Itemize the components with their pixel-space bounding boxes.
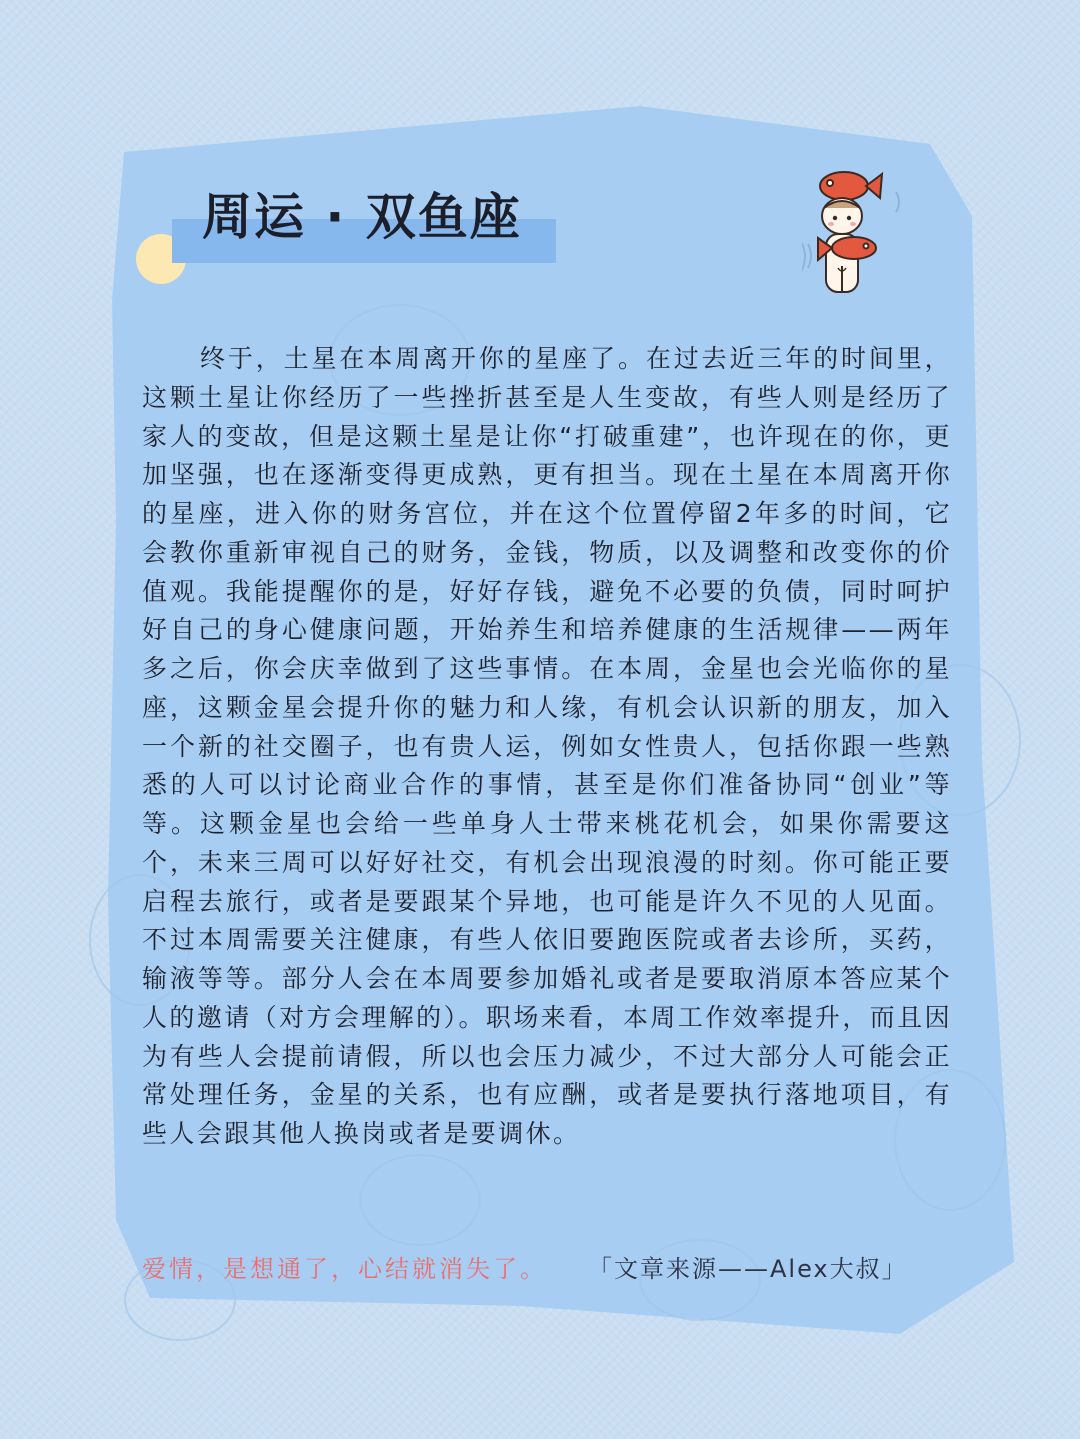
page-title: 周运 · 双鱼座: [202, 188, 522, 246]
pisces-mascot-icon: [802, 164, 902, 304]
article-body: 终于，土星在本周离开你的星座了。在过去近三年的时间里，这颗土星让你经历了一些挫折甚至是人生变故，有些人则是经历了家人的变故，但是这颗土星是让你“打破重建”，也许现在的你，更加坚强，也在逐渐变得更成熟，更有担当。现在土星在本周离开你的星座，进入你的财务宫位，并在这个位置停留2年多的时间，它会教你重新审视自己的财务，金钱，物质，以及调整和改变你的价值观。我能提醒你的是，好好存钱，避免不必要的负债，同时呵护好自己的身心健康问题，开始养生和培养健康的生活规律——两年多之后，你会庆幸做到了这些事情。在本周，金星也会光临你的星座，这颗金星会提升你的魅力和人缘，有机会认识新的朋友，加入一个新的社交圈子，也有贵人运，例如女性贵人，包括你跟一些熟悉的人可以讨论商业合作的事情，甚至是你们准备协同“创业”等等。这颗金星也会给一些单身人士带来桃花机会，如果你需要这个，未来三周可以好好社交，有机会出现浪漫的时刻。你可能正要启程去旅行，或者是要跟某个异地，也可能是许久不见的人见面。不过本周需要关注健康，有些人依旧要跑医院或者去诊所，买药，输液等等。部分人会在本周要参加婚礼或者是要取消原本答应某个人的邀请（对方会理解的）。职场来看，本周工作效率提升，而且因为有些人会提前请假，所以也会压力减少，不过大部分人可能会正常处理任务，金星的关系，也有应酬，或者是要执行落地项目，有些人会跟其他人换岗或者是要调休。: [142, 344, 952, 1148]
footer-quote: 爱情，是想通了，心结就消失了。: [142, 1255, 547, 1283]
head-fish: [820, 172, 882, 200]
article-source: 「文章来源——Alex大叔」: [588, 1255, 908, 1283]
